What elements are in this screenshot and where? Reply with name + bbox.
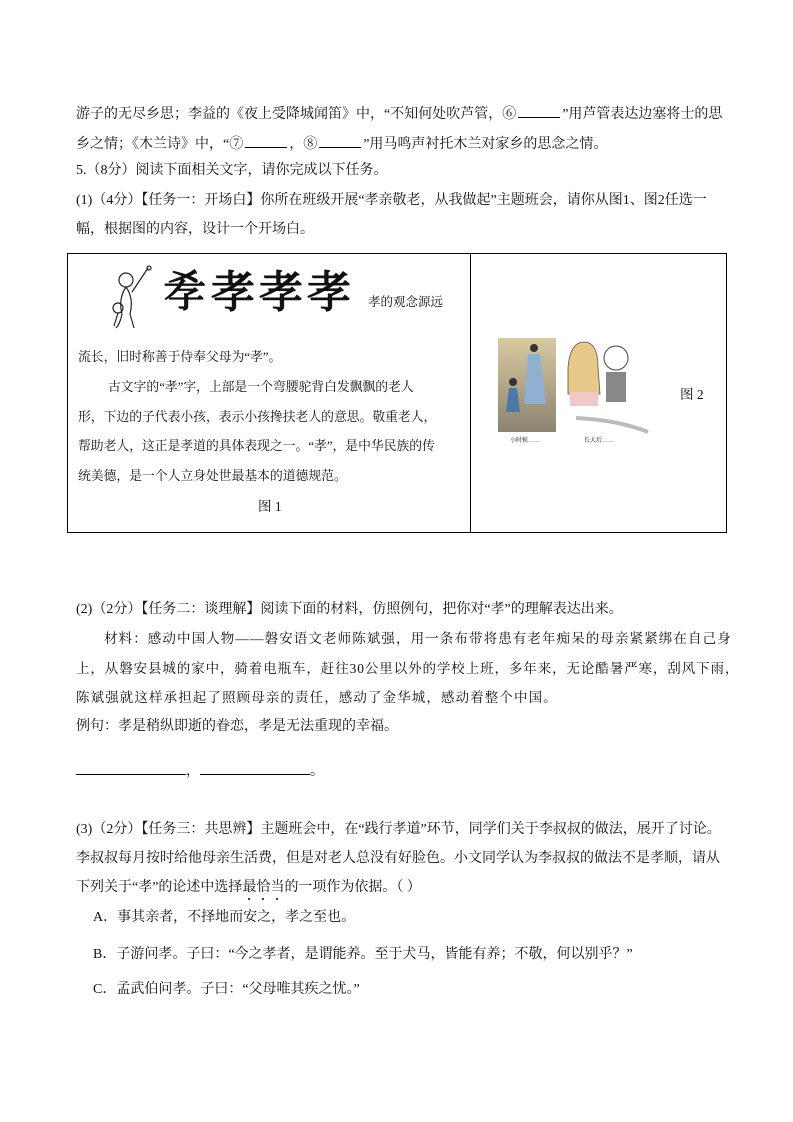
task3-line1: (3)（2分）【任务三：共思辨】主题班会中，在“践行孝道”环节，同学们关于李叔叔的做法，展开了讨论。 [76, 822, 721, 837]
task2-title: (2)（2分）【任务二：谈理解】阅读下面的材料，仿照例句，把你对“孝”的理解表达出来。 [76, 602, 623, 617]
figure2-left-caption: 小时候…… [510, 438, 541, 444]
seal-char-1: 𡥉 [163, 268, 207, 318]
material-line: 上，从磐安县城的家中，骑着电瓶车，赶往30公里以外的学校上班，多年来，无论酷暑严寒，刮风下雨， [76, 661, 740, 676]
figure2-caption: 图 2 [680, 387, 704, 402]
figure1-line: 统美德，是一个人立身处世最基本的道德规范。 [78, 469, 347, 483]
material-line: 材料：感动中国人物——磐安语文老师陈斌强，用一条布带将患有老年痴呆的母亲紧紧绑在自己身 [104, 631, 732, 646]
elder-child-illustration [108, 264, 158, 330]
emphasis-char: 恰 [256, 880, 271, 895]
figure2-right-caption: 长大后…… [584, 438, 615, 444]
blank-6[interactable] [518, 103, 560, 118]
task1-line1: (1)（4分）【任务一：开场白】你所在班级开展“孝亲敬老，从我做起”主题班会，请你从图1、图2任选一 [76, 193, 707, 208]
task3-line3: 下列关于“孝”的论述中选择最恰当的一项作为依据。（ ） [76, 880, 421, 895]
blank-8[interactable] [319, 133, 361, 148]
seal-char-4: 孝 [307, 268, 351, 318]
question-5-title: 5.（8分）阅读下面相关文字，请你完成以下任务。 [76, 163, 388, 178]
figure1-line: 形，下边的子代表小孩，表示小孩搀扶老人的意思。敬重老人， [78, 410, 437, 424]
figure1-line: 帮助老人，这正是孝道的具体表现之一。“孝”，是中华民族的传 [78, 439, 435, 453]
answer-blank-1[interactable] [76, 760, 186, 775]
material-line: 陈斌强就这样承担起了照顾母亲的责任，感动了金华城，感动着整个中国。 [76, 690, 558, 705]
task2-answer: ， 。 [76, 760, 324, 781]
answer-blank-2[interactable] [200, 760, 310, 775]
figure1-line: 古文字的“孝”字，上部是一个弯腰驼背白发飘飘的老人 [108, 380, 414, 394]
blank-7[interactable] [245, 133, 287, 148]
figure1-line: 孝的观念源远 [368, 295, 444, 309]
figure1-caption: 图 1 [258, 499, 282, 514]
option-b[interactable]: B．子游问孝。子曰：“今之孝者，是谓能养。至于犬马，皆能有养；不敬，何以别乎？” [93, 947, 633, 962]
seal-char-3: 孝 [259, 268, 303, 318]
emphasis-char: 最 [242, 880, 257, 895]
task1-line2: 幅，根据图的内容，设计一个开场白。 [76, 222, 314, 237]
prev-question-line1: 游子的无尽乡思；李益的《夜上受降城闻笛》中，“不知何处吹芦管，⑥ ”用芦管表达边塞将士的思 [76, 103, 722, 124]
task3-line2: 李叔叔每月按时给他母亲生活费，但是对老人总没有好脸色。小文同学认为李叔叔的做法不是孝顺，请从 [76, 851, 720, 866]
emphasis-char: 当 [270, 880, 285, 895]
example-sentence: 例句：孝是稍纵即逝的眷恋，孝是无法重现的幸福。 [76, 719, 398, 734]
figures-table [67, 253, 727, 533]
figure2-illustration [498, 338, 658, 434]
figure1-line: 流长，旧时称善于侍奉父母为“孝”。 [78, 350, 282, 364]
prev-question-line2: 乡之情；《木兰诗》中，“⑦ ，⑧ ”用马鸣声衬托木兰对家乡的思念之情。 [76, 133, 607, 154]
seal-char-2: 孝 [211, 268, 255, 318]
table-divider [470, 254, 471, 532]
option-c[interactable]: C．孟武伯问孝。子曰：“父母唯其疾之忧。” [93, 982, 360, 997]
option-a[interactable]: A．事其亲者，不择地而安之，孝之至也。 [93, 910, 356, 925]
